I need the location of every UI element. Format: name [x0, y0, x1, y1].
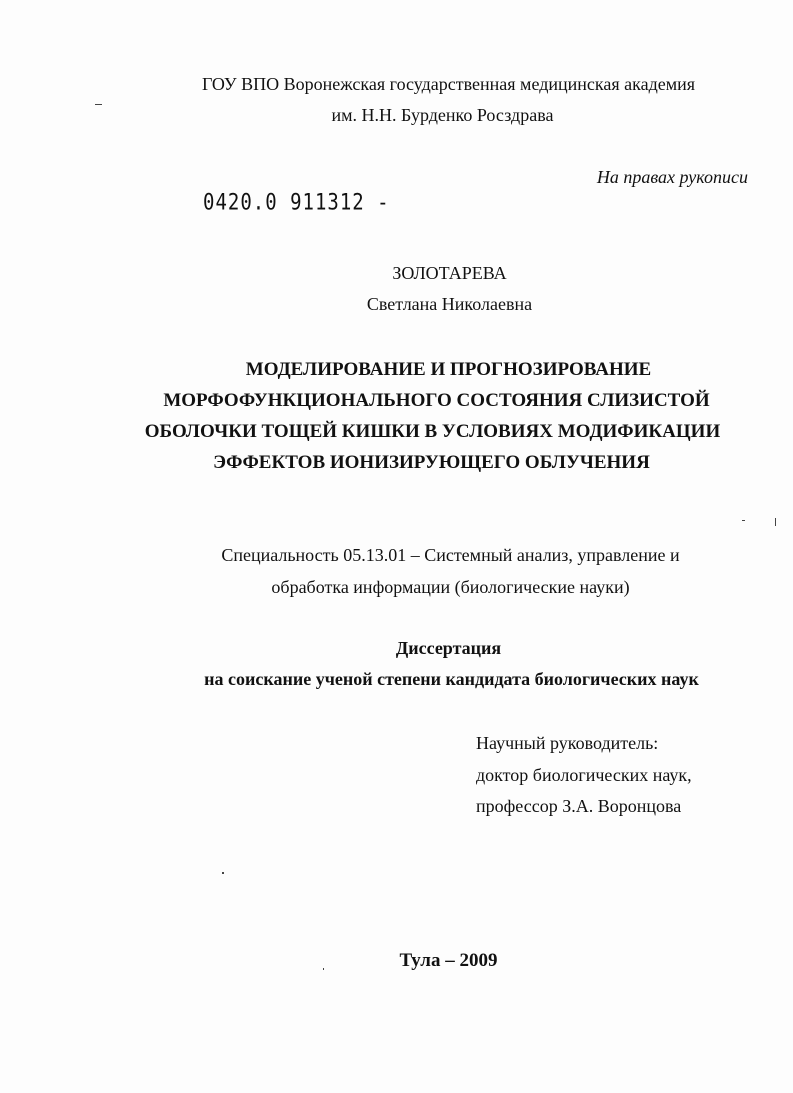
institution-line-2: им. Н.Н. Бурденко Росздрава: [331, 105, 554, 125]
scan-speck: [323, 968, 324, 970]
scan-speck: [95, 104, 102, 105]
dissertation-title: [0, 354, 793, 478]
specialty-line-1: Специальность 05.13.01 – Системный анализ, управление и: [221, 545, 680, 565]
specialty-line-2: обработка информации (биологические науки): [271, 577, 630, 597]
supervisor-name: профессор З.А. Воронцова: [476, 796, 682, 816]
title-line: МОДЕЛИРОВАНИЕ И ПРОГНОЗИРОВАНИЕ: [245, 359, 652, 380]
place-year: Тула – 2009: [399, 950, 498, 971]
author-surname: ЗОЛОТАРЕВА: [392, 263, 507, 283]
scan-speck: [222, 872, 224, 874]
dissertation-subheading: на соискание ученой степени кандидата биологических наук: [204, 669, 699, 689]
title-line: ЭФФЕКТОВ ИОНИЗИРУЮЩЕГО ОБЛУЧЕНИЯ: [213, 452, 650, 473]
title-line: МОРФОФУНКЦИОНАЛЬНОГО СОСТОЯНИЯ СЛИЗИСТОЙ: [163, 390, 710, 411]
rights-note: На правах рукописи: [596, 167, 748, 187]
title-line: ОБОЛОЧКИ ТОЩЕЙ КИШКИ В УСЛОВИЯХ МОДИФИКАЦИИ: [144, 421, 721, 442]
supervisor-degree: доктор биологических наук,: [476, 765, 692, 785]
supervisor-label: Научный руководитель:: [476, 733, 659, 753]
registration-number: 0420.0 911312 -: [203, 190, 390, 216]
dissertation-heading: Диссертация: [395, 638, 502, 658]
institution-line-1: ГОУ ВПО Воронежская государственная медицинская академия: [201, 74, 696, 94]
author-given-names: Светлана Николаевна: [366, 294, 533, 314]
scan-speck: [742, 520, 745, 521]
scan-speck: [775, 518, 776, 526]
